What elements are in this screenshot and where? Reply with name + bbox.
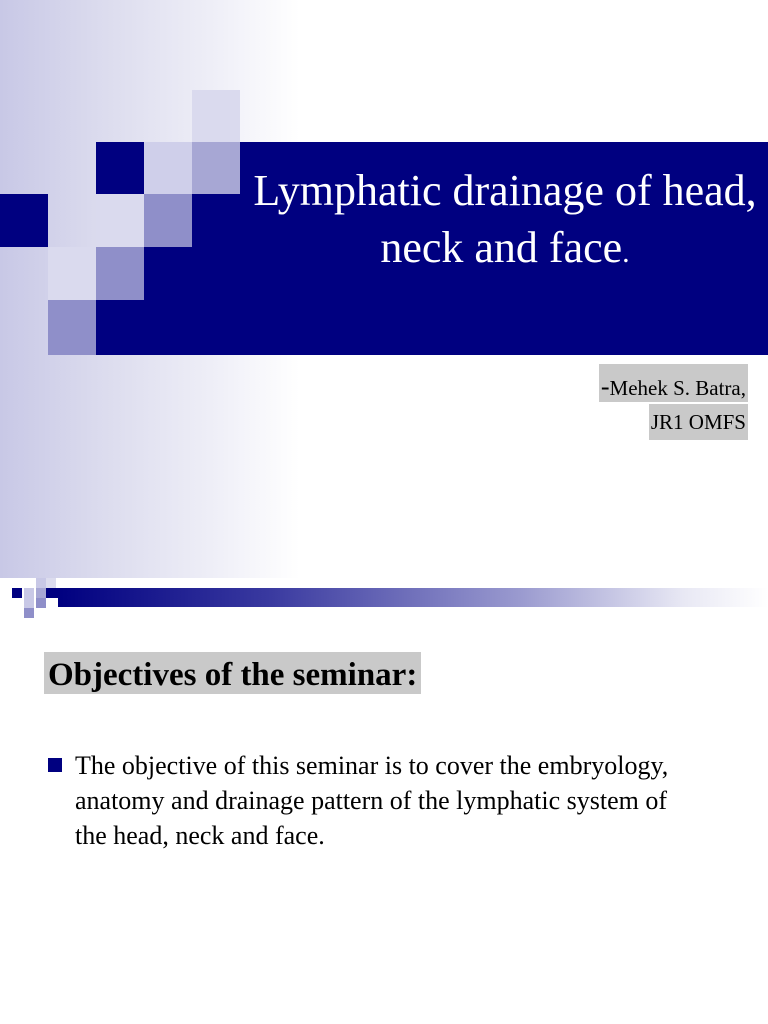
decor-square — [36, 598, 46, 608]
bullet-square-icon — [48, 758, 62, 772]
decor-square — [12, 588, 22, 598]
decor-square — [46, 578, 56, 588]
decor-square — [24, 588, 34, 598]
left-accent-bar — [0, 194, 48, 247]
slide-title: Lymphatic drainage of head, neck and face. — [253, 166, 757, 272]
slide-divider — [0, 578, 768, 623]
decor-square — [192, 142, 240, 194]
decor-square — [24, 598, 34, 608]
author-name: -Mehek S. Batra, — [599, 364, 748, 402]
decor-square — [36, 578, 46, 588]
divider-gradient-bar — [58, 588, 768, 607]
decor-square — [144, 194, 192, 247]
decor-square — [192, 90, 240, 142]
decor-square — [96, 194, 144, 247]
decor-square — [144, 142, 192, 194]
decor-square — [48, 300, 96, 355]
objectives-heading: Objectives of the seminar: — [44, 652, 421, 694]
decor-square — [36, 588, 46, 598]
decor-square — [48, 247, 96, 300]
bullet-text: The objective of this seminar is to cover the embryology, anatomy and drainage pattern of the lymphatic system of the head, neck and face. — [75, 751, 669, 850]
decor-square — [46, 588, 58, 598]
author-role: JR1 OMFS — [649, 404, 748, 440]
decor-square — [96, 247, 144, 300]
decor-square — [24, 608, 34, 618]
